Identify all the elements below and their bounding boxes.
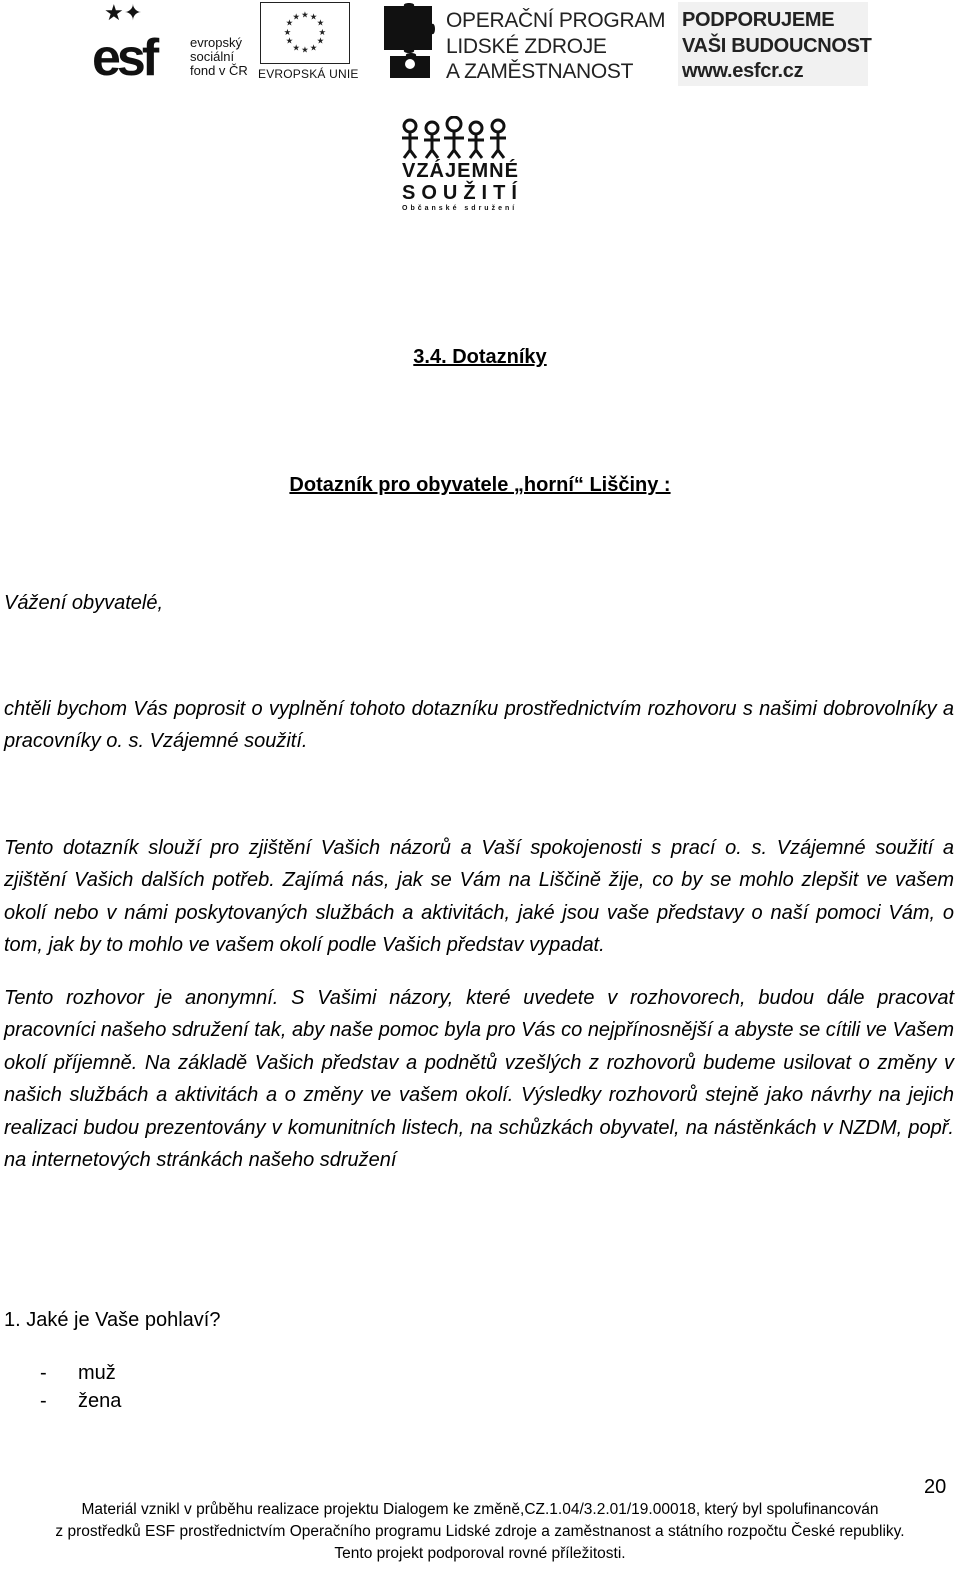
- page-number: 20: [924, 1476, 947, 1498]
- footer-line-1: Materiál vznikl v průběhu realizace projektu Dialogem ke změně,CZ.1.04/3.2.01/19.00018, který byl spolufinancován: [81, 1501, 879, 1518]
- esf-logo-letters: esf: [92, 29, 156, 87]
- svg-text:★: ★: [316, 35, 325, 46]
- section-title: 3.4. Dotazníky: [413, 346, 547, 368]
- op-lzz-logo: [380, 2, 666, 86]
- eu-caption: EVROPSKÁ UNIE: [258, 67, 359, 81]
- svg-text:★: ★: [285, 35, 294, 46]
- svg-text:★: ★: [283, 26, 292, 37]
- paragraph-anonymity: Tento rozhovor je anonymní. S Vašimi názory, které uvedete v rozhovorech, budou dále pracovat pracovníci našeho sdružení tak, aby naše pomoc byla pro Vás co nejpřínosnější a abyste se cítili ve Vašem okolí příjemně. Na základě Vašich představ a podnětů vzešlých z rozhovorů budeme usilovat o změny v našich službách a aktivitách a o změny ve vašem okolí. Výsledky rozhovorů stejně jako návrhy na jejich realizaci budou prezentovány v komunitních listech, na schůzkách obyvatel, na nástěnkách v NZDM, popř. na internetových stránkách našeho sdružení: [4, 987, 954, 1172]
- esf-logo-text: evropský sociální fond v ČR: [190, 35, 248, 78]
- vs-logo-line1: VZÁJEMNÉ: [402, 160, 519, 182]
- svg-text:★: ★: [292, 11, 301, 22]
- svg-text:★: ★: [285, 17, 294, 28]
- vzajemne-souziti-logo: [398, 116, 523, 214]
- support-future-text: PODPORUJEME VAŠI BUDOUCNOST www.esfcr.cz: [682, 9, 872, 82]
- option-label: žena: [78, 1390, 122, 1412]
- eu-logo: [258, 2, 359, 82]
- esf-logo: [92, 0, 252, 87]
- footer-line-3: Tento projekt podporoval rovné příležitosti.: [334, 1545, 626, 1562]
- option-dash: -: [40, 1362, 47, 1384]
- puzzle-icon: [380, 2, 438, 82]
- svg-text:★: ★: [309, 11, 318, 22]
- svg-text:★: ★: [301, 9, 309, 20]
- svg-text:★: ★: [292, 42, 301, 53]
- paragraph-purpose: Tento dotazník slouží pro zjištění Vašich názorů a Vaší spokojenosti s prací o. s. Vzájemné soužití a zjištění Vašich dalších potřeb. Zajímá nás, jak se Vám na Liščině žije, co by se mohlo zlepšit ve vašem okolí nebo v námi poskytovaných službách a aktivitách, jaké jsou vaše představy o naší pomoci Vám, o tom, jak by to mohlo ve vašem okolí podle Vašich představ vypadat.: [4, 837, 954, 957]
- option-label: muž: [78, 1362, 116, 1384]
- eu-flag-icon: [260, 2, 350, 64]
- op-lzz-text: OPERAČNÍ PROGRAM LIDSKÉ ZDROJE A ZAMĚSTNANOST: [446, 9, 666, 83]
- option-dash: -: [40, 1390, 47, 1412]
- question-1: 1. Jaké je Vaše pohlaví?: [4, 1309, 221, 1331]
- svg-text:★: ★: [309, 42, 318, 53]
- support-future-logo: [678, 2, 872, 86]
- svg-text:★: ★: [301, 44, 309, 55]
- vs-logo-line2: SOUŽITÍ: [402, 182, 523, 204]
- footer-line-2: z prostředků ESF prostřednictvím Operačního programu Lidské zdroje a zaměstnanost a státního rozpočtu České republiky.: [55, 1523, 905, 1540]
- people-icon: [398, 116, 510, 160]
- svg-text:★: ★: [316, 17, 325, 28]
- paragraph-intro: chtěli bychom Vás poprosit o vyplnění tohoto dotazníku prostřednictvím rozhovoru s našimi dobrovolníky a pracovníky o. s. Vzájemné soužití.: [4, 698, 954, 753]
- eu-stars-icon: [261, 3, 349, 63]
- svg-text:★: ★: [318, 26, 327, 37]
- option-zena: [40, 1387, 121, 1415]
- option-muz: [40, 1359, 116, 1387]
- vs-logo-line3: Občanské sdružení: [402, 205, 518, 212]
- star-icon: ★✦: [104, 0, 143, 25]
- questionnaire-title: Dotazník pro obyvatele „horní“ Liščiny :: [289, 474, 671, 496]
- greeting: Vážení obyvatelé,: [4, 592, 163, 614]
